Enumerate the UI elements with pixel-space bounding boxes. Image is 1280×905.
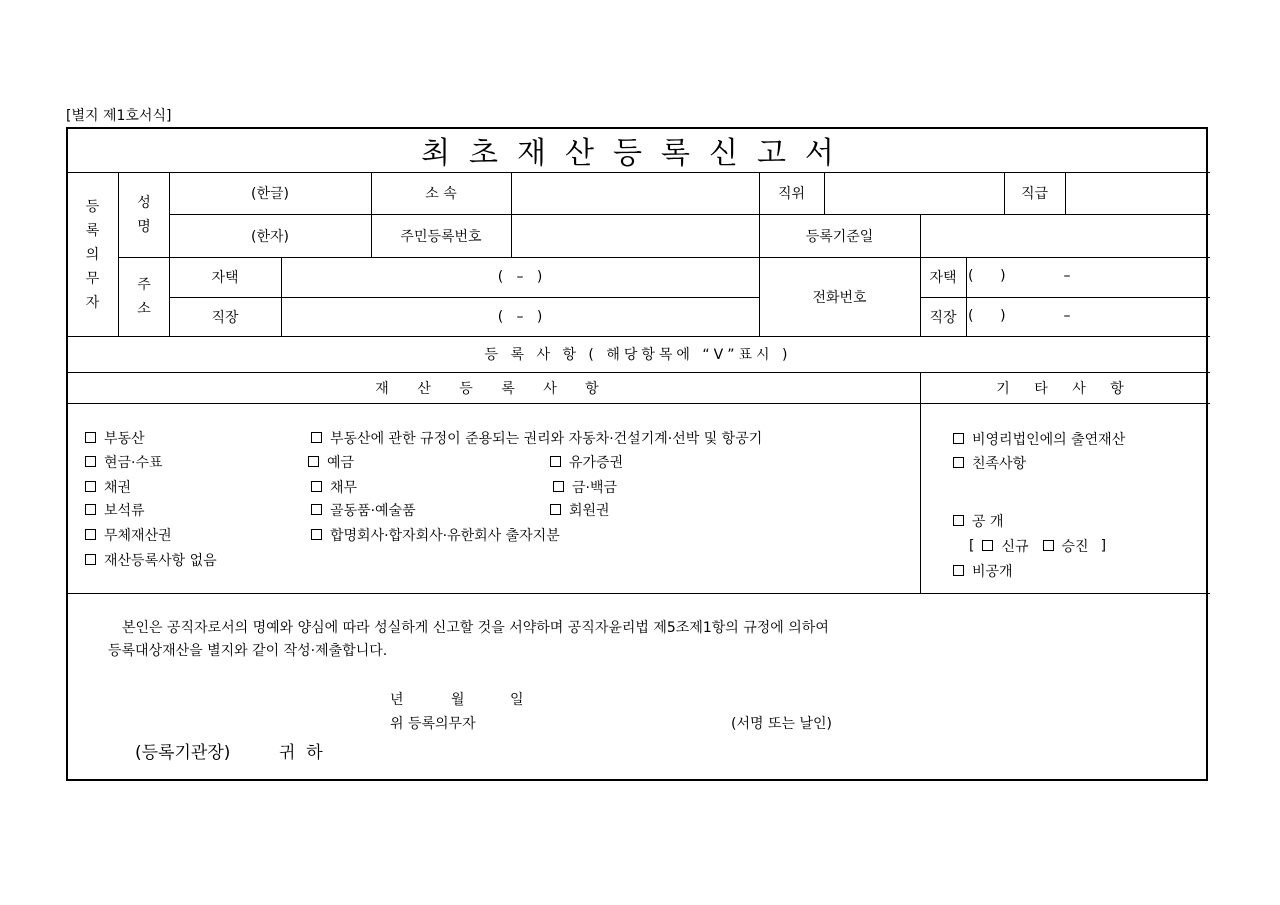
checkbox-icon: [308, 456, 319, 467]
hanja-name-label: (한자): [251, 228, 289, 245]
bracket-close: ]: [1100, 538, 1107, 554]
base-date-label: 등록기준일: [805, 228, 874, 245]
divider: [66, 593, 1210, 594]
address-label-char: 소: [137, 300, 151, 317]
page-title: 최초재산등록신고서: [421, 136, 853, 171]
checkbox-memberships[interactable]: [550, 500, 610, 520]
date-month[interactable]: 월: [451, 692, 465, 708]
registrant-signature-label: 위 등록의무자: [390, 716, 476, 732]
checkbox-private[interactable]: [953, 561, 1013, 581]
checkbox-icon: [85, 554, 96, 565]
checkbox-label: 비영리법인에의 출연재산: [972, 432, 1126, 448]
checkbox-icon: [550, 456, 561, 467]
checkbox-icon: [953, 565, 964, 576]
work-address-label: 직장: [211, 309, 239, 326]
grade-label: 직급: [1020, 186, 1049, 202]
registrant-char: 등: [85, 199, 100, 215]
checkbox-label: 공 개: [972, 514, 1004, 530]
checkbox-label: 부동산: [104, 431, 145, 447]
home-address-label: 자택: [211, 270, 239, 286]
phone-home-label: 자택: [929, 270, 957, 286]
hangul-name-label: (한글): [251, 186, 289, 202]
checkbox-no-property[interactable]: [85, 550, 217, 570]
checkbox-jewelry[interactable]: [85, 500, 145, 520]
public-type-options: [969, 536, 1106, 556]
checkbox-label: 승진: [1061, 539, 1089, 555]
grade-field[interactable]: [1066, 173, 1208, 213]
checkbox-promotion[interactable]: [1043, 536, 1089, 556]
checkbox-label: 보석류: [104, 503, 145, 519]
name-label: [119, 172, 169, 257]
checkbox-icon: [311, 432, 322, 443]
form-label: [별지 제1호서식]: [66, 108, 172, 124]
checkbox-label: 합명회사·합자회사·유한회사 출자지분: [330, 528, 560, 544]
divider: [966, 257, 967, 336]
name-label-char: 성: [137, 194, 151, 211]
honorific: 귀 하: [279, 743, 323, 763]
checkbox-antiques-art[interactable]: [311, 500, 416, 520]
position-field[interactable]: [825, 173, 1003, 213]
divider: [920, 372, 921, 593]
checkbox-label: 재산등록사항 없음: [104, 553, 217, 569]
divider: [66, 403, 1210, 404]
registrant-char: 의: [85, 247, 100, 263]
checkbox-company-shares[interactable]: [311, 525, 560, 545]
checkbox-label: 채권: [104, 480, 132, 496]
phone-label: 전화번호: [812, 289, 867, 306]
affiliation-label: 소 속: [425, 186, 457, 202]
addressee: (등록기관장): [135, 743, 231, 763]
position-label: 직위: [777, 186, 806, 202]
checkbox-relatives[interactable]: [953, 453, 1026, 473]
checkbox-icon: [85, 504, 96, 515]
checkbox-label: 골동품·예술품: [330, 503, 416, 519]
checkbox-icon: [953, 457, 964, 468]
checkbox-icon: [953, 433, 964, 444]
declaration-line-2: 등록대상재산을 별지와 같이 작성·제출합니다.: [108, 643, 388, 659]
signature-field[interactable]: (서명 또는 날인): [731, 716, 832, 732]
checkbox-icon: [85, 432, 96, 443]
registration-section-header: 등 록 사 항 ( 해당항목에 “V”표시 ): [484, 347, 792, 363]
property-header: 재 산 등 록 사 항: [375, 380, 611, 397]
checkbox-rights-vehicles[interactable]: [311, 428, 762, 448]
name-label-char: 명: [137, 218, 151, 235]
address-label-char: 주: [137, 276, 151, 293]
home-postal-code[interactable]: ( – ): [497, 269, 543, 285]
registrant-char: 무: [85, 271, 100, 287]
checkbox-icon: [311, 504, 322, 515]
date-day[interactable]: 일: [510, 692, 524, 708]
date-year[interactable]: 년: [390, 692, 404, 708]
work-postal-code[interactable]: ( – ): [497, 308, 543, 325]
checkbox-real-estate[interactable]: [85, 428, 145, 448]
checkbox-icon: [85, 529, 96, 540]
checkbox-label: 현금·수표: [104, 455, 163, 471]
checkbox-label: 신규: [1001, 539, 1029, 555]
checkbox-icon: [311, 529, 322, 540]
checkbox-label: 친족사항: [972, 456, 1027, 472]
checkbox-label: 부동산에 관한 규정이 준용되는 권리와 자동차·건설기계·선박 및 항공기: [330, 431, 763, 447]
checkbox-label: 채무: [330, 480, 358, 496]
checkbox-label: 예금: [327, 455, 355, 471]
checkbox-gold-platinum[interactable]: [553, 477, 617, 497]
base-date-field[interactable]: [921, 215, 1208, 256]
checkbox-intangible[interactable]: [85, 525, 172, 545]
resident-number-field[interactable]: [512, 215, 758, 256]
checkbox-nonprofit-contribution[interactable]: [953, 429, 1125, 449]
checkbox-label: 금·백금: [572, 480, 618, 496]
registrant-char: 록: [85, 223, 100, 239]
checkbox-label: 유가증권: [569, 455, 624, 471]
checkbox-cash[interactable]: [85, 452, 163, 472]
checkbox-icon: [1043, 540, 1054, 551]
resident-number-label: 주민등록번호: [400, 228, 482, 245]
checkbox-securities[interactable]: [550, 452, 623, 472]
checkbox-public[interactable]: [953, 511, 1004, 531]
checkbox-icon: [550, 504, 561, 515]
registrant-header: [67, 180, 118, 330]
checkbox-new[interactable]: [982, 536, 1028, 556]
checkbox-icon: [85, 481, 96, 492]
checkbox-deposits[interactable]: [308, 452, 354, 472]
address-label: [119, 257, 169, 336]
checkbox-bonds[interactable]: [85, 477, 131, 497]
checkbox-label: 무체재산권: [104, 528, 172, 544]
checkbox-icon: [553, 481, 564, 492]
phone-work-field[interactable]: ( ) –: [968, 308, 1071, 324]
registrant-char: 자: [85, 295, 100, 311]
checkbox-icon: [85, 456, 96, 467]
checkbox-label: 회원권: [569, 503, 610, 519]
checkbox-icon: [982, 540, 993, 551]
checkbox-icon: [953, 515, 964, 526]
bracket-open: [: [969, 538, 975, 554]
checkbox-label: 비공개: [972, 564, 1013, 580]
affiliation-field[interactable]: [512, 173, 758, 213]
checkbox-debts[interactable]: [311, 477, 357, 497]
checkbox-icon: [311, 481, 322, 492]
phone-work-label: 직장: [929, 309, 957, 326]
declaration-line-1: 본인은 공직자로서의 명예와 양심에 따라 성실하게 신고할 것을 서약하며 공직자윤리법 제5조제1항의 규정에 의하여: [122, 620, 829, 636]
phone-home-field[interactable]: ( ) –: [968, 268, 1071, 284]
other-header: 기 타 사 항: [996, 380, 1134, 397]
